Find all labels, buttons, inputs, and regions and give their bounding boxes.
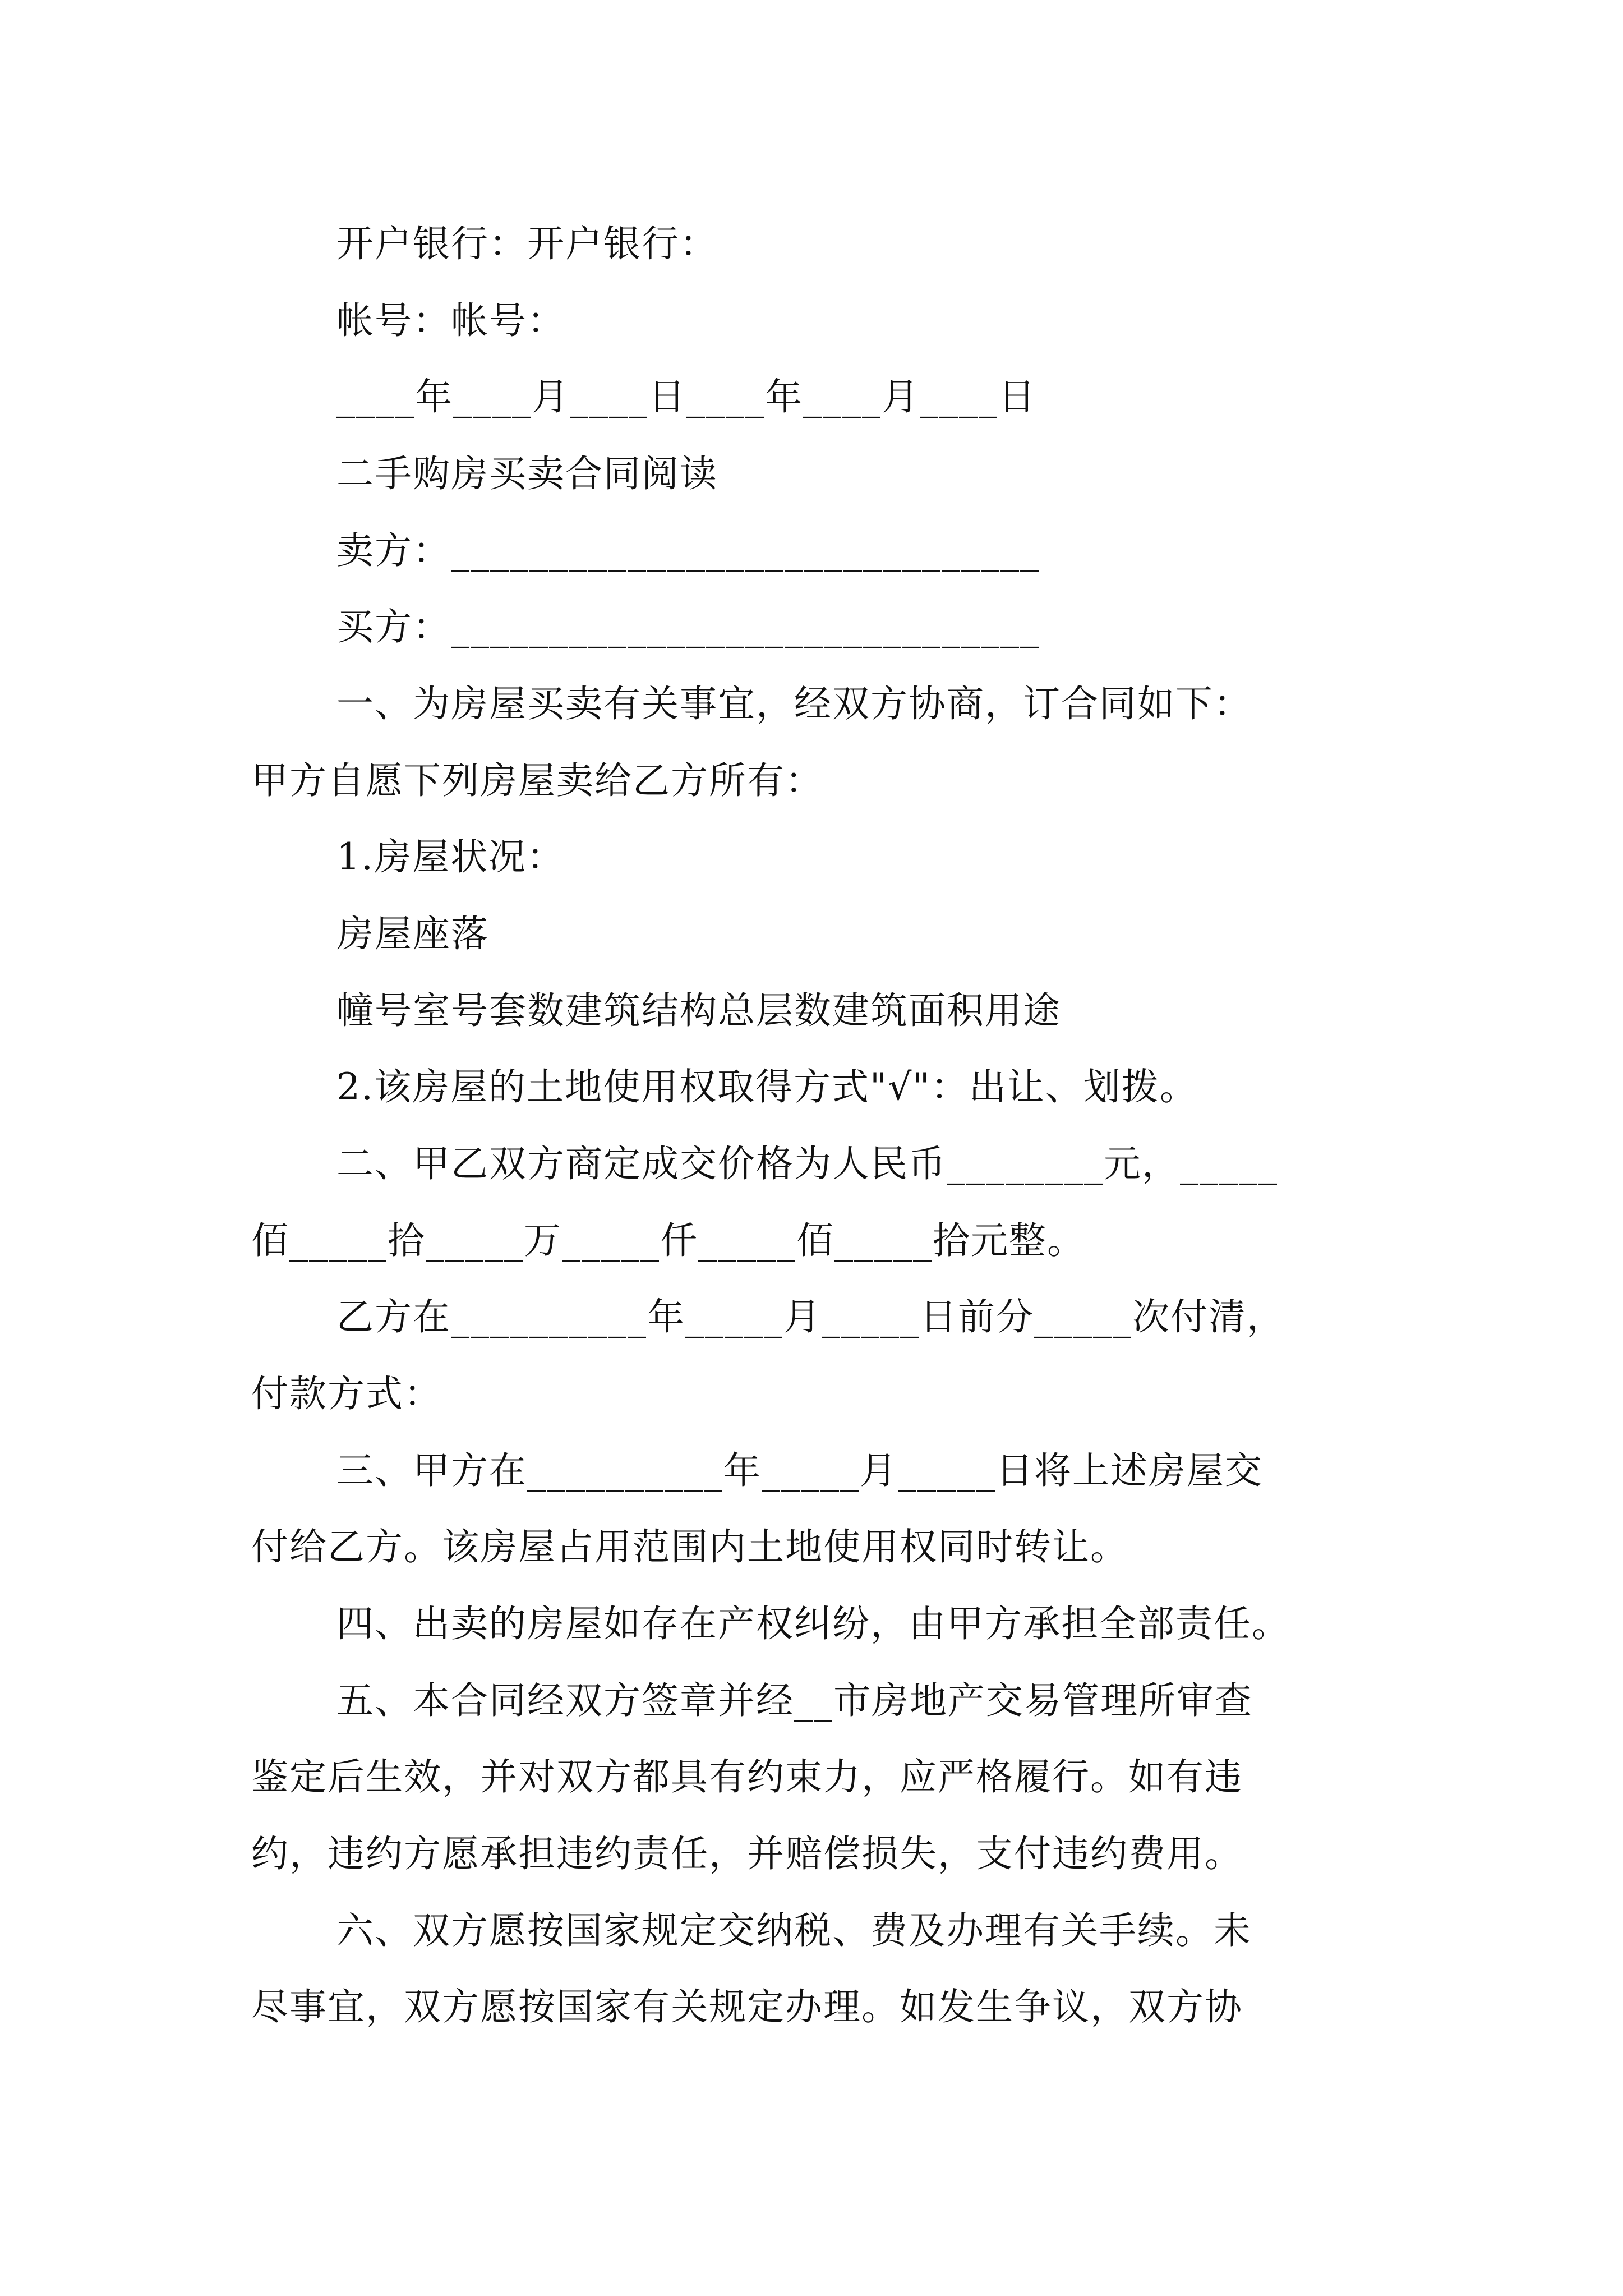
clause-5-line-3: 约，违约方愿承担违约责任，并赔偿损失，支付违约费用。 bbox=[251, 1832, 1243, 1875]
house-fields: 幢号室号套数建筑结构总层数建筑面积用途 bbox=[336, 989, 1061, 1032]
account-line: 帐号：帐号： bbox=[336, 299, 565, 342]
clause-3-line-1: 三、甲方在__________年_____月_____日将上述房屋交 bbox=[336, 1449, 1263, 1492]
bank-line: 开户银行：开户银行： bbox=[336, 222, 718, 265]
clause-5-line-1: 五、本合同经双方签章并经__市房地产交易管理所审查 bbox=[336, 1679, 1253, 1722]
clause-3-line-2: 付给乙方。该房屋占用范围内土地使用权同时转让。 bbox=[251, 1525, 1128, 1568]
clause-4: 四、出卖的房屋如存在产权纠纷，由甲方承担全部责任。 bbox=[336, 1602, 1290, 1645]
house-location: 房屋座落 bbox=[336, 912, 489, 955]
seller-line: 卖方：______________________________ bbox=[336, 529, 1040, 572]
document-title: 二手购房买卖合同阅读 bbox=[336, 452, 718, 495]
clause-1-line-1: 一、为房屋买卖有关事宜，经双方协商，订合同如下： bbox=[336, 682, 1252, 725]
house-status-heading: 1.房屋状况： bbox=[336, 835, 565, 878]
payment-line-2: 付款方式： bbox=[251, 1372, 442, 1415]
payment-line-1: 乙方在__________年_____月_____日前分_____次付清， bbox=[336, 1295, 1285, 1338]
clause-6-line-2: 尽事宜，双方愿按国家有关规定办理。如发生争议，双方协 bbox=[251, 1985, 1243, 2028]
date-line: ____年____月____日____年____月____日 bbox=[336, 375, 1036, 418]
clause-2-line-2: 佰_____拾_____万_____仟_____佰_____拾元整。 bbox=[251, 1219, 1085, 1262]
land-use-line: 2.该房屋的土地使用权取得方式"√"：出让、划拨。 bbox=[336, 1065, 1198, 1108]
clause-6-line-1: 六、双方愿按国家规定交纳税、费及办理有关手续。未 bbox=[336, 1909, 1252, 1952]
clause-1-line-2: 甲方自愿下列房屋卖给乙方所有： bbox=[251, 759, 823, 802]
clause-2-line-1: 二、甲乙双方商定成交价格为人民币________元，_____ bbox=[336, 1142, 1278, 1185]
buyer-line: 买方：______________________________ bbox=[336, 605, 1040, 648]
clause-5-line-2: 鉴定后生效，并对双方都具有约束力，应严格履行。如有违 bbox=[251, 1755, 1243, 1798]
